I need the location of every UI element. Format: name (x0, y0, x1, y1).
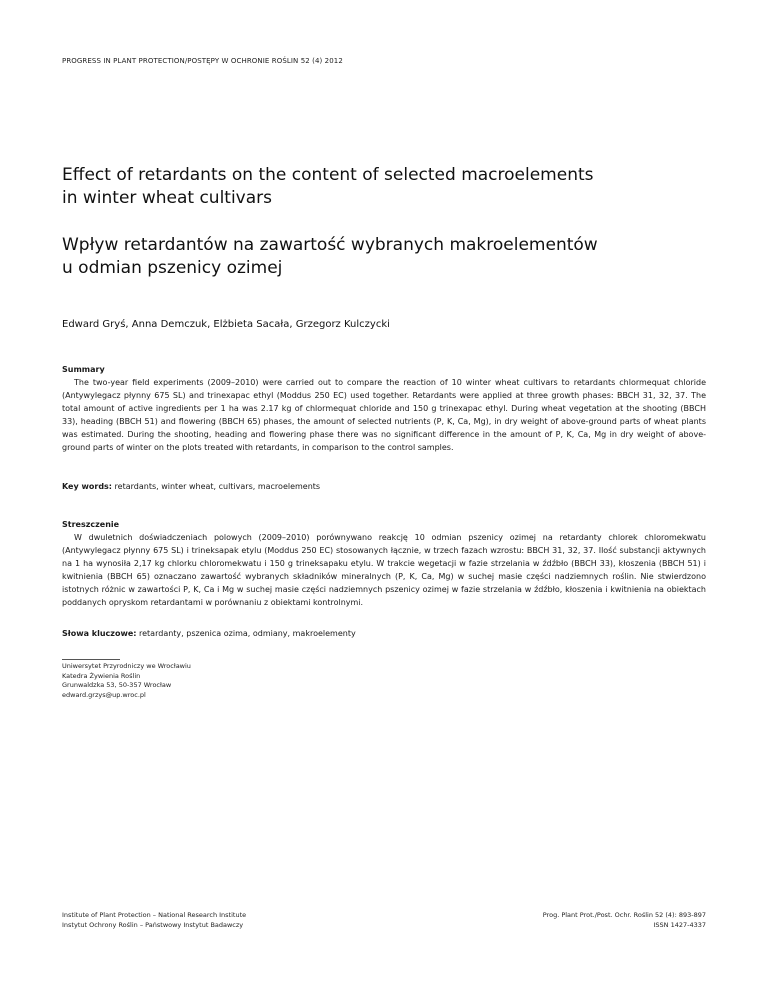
affiliation-university: Uniwersytet Przyrodniczy we Wrocławiu (62, 662, 191, 670)
keywords-english-label: Key words: (62, 482, 113, 491)
footer-citation-journal: Prog. Plant Prot./Post. Ochr. Roślin 52 (4): 893-897 (542, 911, 706, 919)
authors: Edward Gryś, Anna Demczuk, Elżbieta Sacała, Grzegorz Kulczycki (62, 319, 390, 330)
title-polish-line-1: Wpływ retardantów na zawartość wybranych makroelementów (62, 235, 598, 255)
footnote-divider (62, 659, 120, 660)
keywords-polish (62, 627, 706, 640)
streszczenie-text: W dwuletnich doświadczeniach polowych (2009–2010) porównywano reakcję 10 odmian pszenicy ozimej na retardanty chlorek chloromekwatu (Antywylegacz płynny 675 SL) i trineksapak etylu (Moddus 250 EC) stosowanych łącznie, w trzech fazach wzrostu: BBCH 31, 32, 37. Ilość substancji aktywnych na 1 ha wynosiła 2,17 kg chlorku chloromekwatu i 150 g trineksapaku etylu. W trakcie wegetacji w fazie strzelania w źdźbło (BBCH 33), kłoszenia (BBCH 51) i kwitnienia (BBCH 65) oznaczano zawartość wybranych składników mineralnych (P, K, Ca, Mg) w suchej masie części nadziemnych roślin. Nie stwierdzono istotnych różnic w zawartości P, K, Ca i Mg w suchej masie części nadziemnych pszenicy ozimej w fazie strzelania w źdźbło, kłoszenia i kwitnienia na obiektach poddanych opryskom retardantami w porównaniu z obiektami kontrolnymi. (62, 533, 706, 607)
title-english-line-1: Effect of retardants on the content of selected macroelements (62, 165, 594, 185)
keywords-english-text: retardants, winter wheat, cultivars, macroelements (112, 482, 321, 491)
affiliation-department: Katedra Żywienia Roślin (62, 671, 141, 680)
running-head: PROGRESS IN PLANT PROTECTION/POSTĘPY W OCHRONIE ROŚLIN 52 (4) 2012 (62, 57, 343, 65)
affiliation-address: Grunwaldzka 53, 50-357 Wrocław (62, 681, 172, 689)
affiliation (62, 662, 191, 700)
title-polish (62, 234, 702, 280)
title-english (62, 164, 702, 210)
affiliation-email[interactable]: edward.grzys@up.wroc.pl (62, 690, 146, 699)
keywords-polish-text: retardanty, pszenica ozima, odmiany, makroelementy (136, 629, 356, 638)
keywords-english (62, 480, 706, 493)
title-polish-line-2: u odmian pszenicy ozimej (62, 258, 283, 278)
streszczenie-heading: Streszczenie (62, 520, 120, 529)
summary-text: The two-year field experiments (2009–2010) were carried out to compare the reaction of 10 winter wheat cultivars to retardants chlormequat chloride (Antywylegacz płynny 675 SL) and trinexapac ethyl (Moddus 250 EC) used together. Retardants were applied at three growth phases: BBCH 31, 32, 37. The total amount of active ingredients per 1 ha was 2.17 kg of chlormequat chloride and 150 g trinexapac ethyl. During wheat vegetation at the shooting (BBCH 33), heading (BBCH 51) and flowering (BBCH 65) phases, the amount of selected nutrients (P, K, Ca, Mg), in dry weight of above-ground parts of wheat plants was estimated. During the shooting, heading and flowering phase there was no significant difference in the amount of P, K, Ca, Mg in dry weight of above-ground parts of winter on the plots treated with retardants, in comparison to the control samples. (62, 378, 706, 452)
title-english-line-2: in winter wheat cultivars (62, 188, 273, 208)
footer-citation (543, 911, 706, 930)
summary-section (62, 363, 706, 454)
keywords-polish-label: Słowa kluczowe: (62, 629, 137, 638)
streszczenie-section (62, 518, 706, 609)
footer-institute (62, 911, 246, 930)
footer-institute-en: Institute of Plant Protection – National Research Institute (62, 911, 247, 919)
footer-institute-pl: Instytut Ochrony Roślin – Państwowy Instytut Badawczy (62, 920, 244, 929)
footer-citation-issn: ISSN 1427-4337 (653, 920, 706, 929)
summary-heading: Summary (62, 365, 105, 374)
